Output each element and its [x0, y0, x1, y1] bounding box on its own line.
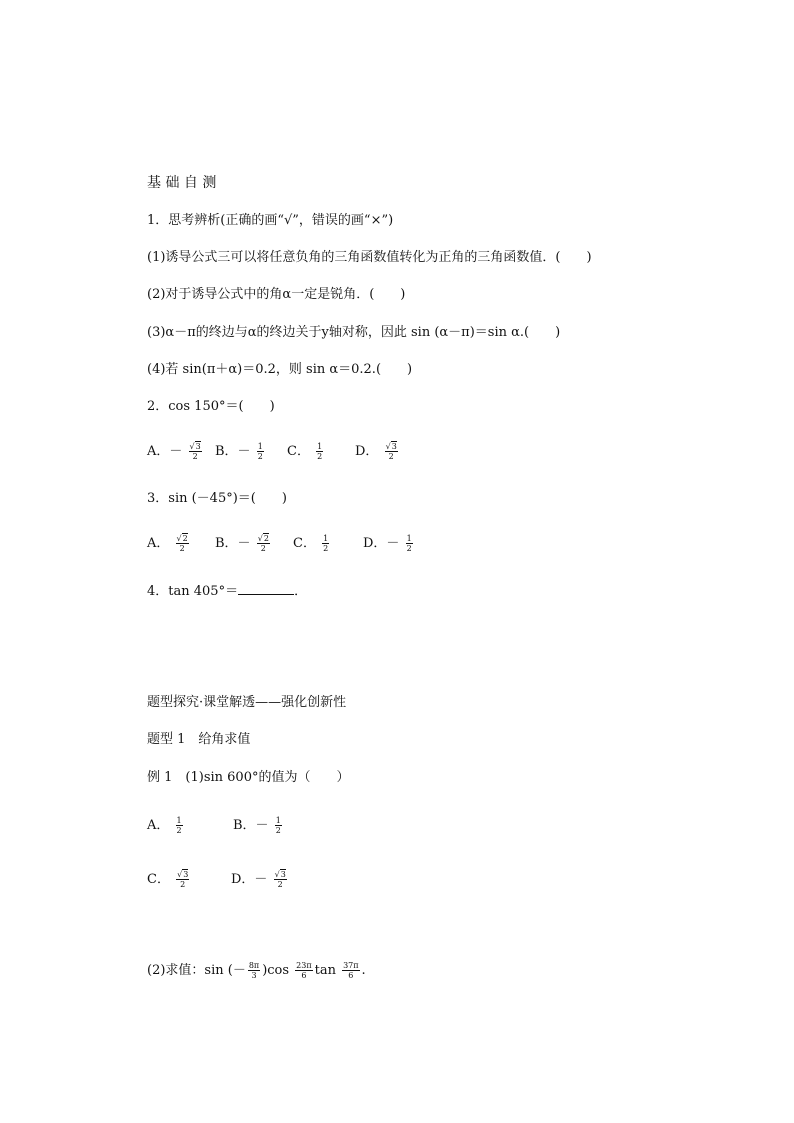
fraction-sqrt3-over-2: $\frac{√3}{2}$ [274, 870, 286, 889]
question-2-stem: 2．cos 150°＝( ) [147, 399, 275, 414]
type-1-title: 题型 1 给角求值 [147, 732, 251, 747]
section-title-basic-test: 基 础 自 测 [147, 175, 217, 191]
fraction-1-over-2: $\frac{1}{2}$ [176, 816, 182, 835]
question-1-item-2: (2)对于诱导公式中的角α一定是锐角．( ) [147, 287, 406, 302]
answer-blank [238, 582, 294, 595]
option-d-label: D．－ [363, 536, 400, 551]
question-1-stem: 1．思考辨析(正确的画“√”，错误的画“×”) [147, 213, 394, 228]
section-title-type-explore: 题型探究·课堂解透——强化创新性 [147, 695, 347, 710]
fraction-sqrt3-over-2: $\frac{√3}{2}$ [177, 870, 189, 889]
fraction-1-over-2: $\frac{1}{2}$ [257, 442, 263, 461]
fraction-1-over-2: $\frac{1}{2}$ [317, 442, 323, 461]
fraction-sqrt3-over-2: $\frac{√3}{2}$ [385, 442, 397, 461]
fraction-sqrt3-over-2: $\frac{√3}{2}$ [189, 442, 201, 461]
option-c-label: C． [287, 444, 310, 459]
option-b-label: B．－ [215, 444, 251, 459]
fraction-sqrt2-over-2: $\frac{√2}{2}$ [176, 534, 188, 553]
fraction-1-over-2: $\frac{1}{2}$ [323, 534, 329, 553]
option-d-label: D．－ [231, 872, 268, 887]
example-1-stem: 例 1 (1)sin 600°的值为（ ） [147, 770, 350, 785]
fraction-23pi-over-6: $\frac{23\pi}{6}$ [296, 961, 312, 980]
example-1-part-2: (2)求值：sin (－ $\frac{8\pi}{3}$ )cos $\frac{23\pi}{6}$ tan $\frac{37\pi}{6}$ . [147, 961, 366, 980]
option-b-label: B．－ [233, 818, 269, 833]
question-1-item-1: (1)诱导公式三可以将任意负角的三角函数值转化为正角的三角函数值．( ) [147, 250, 592, 265]
fraction-37pi-over-6: $\frac{37\pi}{6}$ [343, 961, 359, 980]
fraction-8pi-over-3: $\frac{8\pi}{3}$ [248, 961, 260, 980]
option-a-label: A． [147, 536, 170, 551]
question-4-stem: 4．tan 405°＝ [147, 584, 239, 599]
option-c-label: C． [147, 872, 170, 887]
question-1-item-3: (3)α－π的终边与α的终边关于y轴对称，因此 sin (α－π)＝sin α.( ) [147, 325, 561, 340]
option-a-label: A． [147, 818, 170, 833]
question-3-stem: 3．sin (－45°)＝( ) [147, 491, 287, 506]
question-1-item-4: (4)若 sin(π＋α)＝0.2，则 sin α＝0.2.( ) [147, 362, 413, 377]
option-c-label: C． [293, 536, 316, 551]
fraction-1-over-2: $\frac{1}{2}$ [406, 534, 412, 553]
option-b-label: B．－ [215, 536, 251, 551]
fraction-sqrt2-over-2: $\frac{√2}{2}$ [257, 534, 269, 553]
option-d-label: D． [355, 444, 379, 459]
fraction-1-over-2: $\frac{1}{2}$ [275, 816, 281, 835]
option-a-label: A．－ [147, 444, 183, 459]
question-4: 4．tan 405°＝ ． [147, 584, 308, 599]
